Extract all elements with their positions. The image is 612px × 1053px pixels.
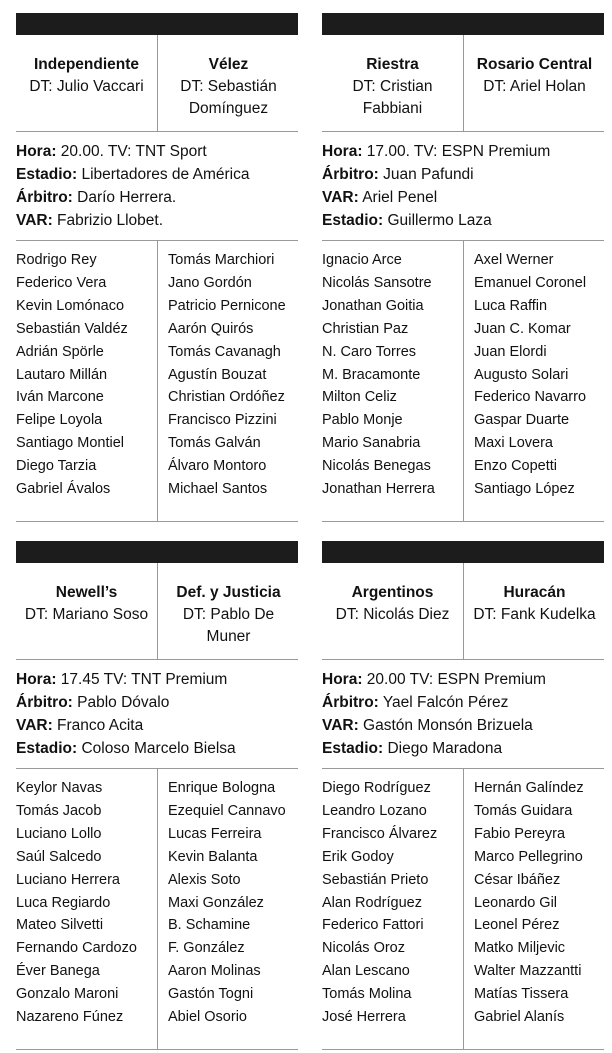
player-name: Santiago Montiel	[16, 435, 125, 452]
match-block	[16, 13, 298, 522]
info-row	[16, 691, 298, 714]
player-name: Gabriel Alanís	[474, 1009, 565, 1026]
info-value: Diego Maradona	[383, 740, 503, 757]
info-row	[322, 209, 604, 232]
info-label: Estadio:	[16, 740, 78, 757]
player-name: Gonzalo Maroni	[16, 986, 119, 1003]
player-name: Fabio Pereyra	[474, 825, 566, 842]
player-name: Nicolás Oroz	[322, 940, 405, 957]
player-name: Walter Mazzantti	[474, 963, 582, 980]
player-name: Santiago López	[474, 481, 575, 498]
match-info	[16, 132, 298, 241]
away-team	[464, 35, 605, 98]
home-coach: DT: Nicolás Diez	[335, 606, 450, 623]
home-team	[322, 563, 463, 626]
player-name: Luca Regiardo	[16, 894, 111, 911]
home-team-name: Argentinos	[351, 584, 434, 601]
player-name: José Herrera	[322, 1009, 406, 1026]
info-row	[322, 737, 604, 760]
info-label: VAR:	[322, 189, 359, 206]
player-name: Jonathan Herrera	[322, 481, 435, 498]
home-team-name: Riestra	[366, 56, 419, 73]
player-name: Michael Santos	[168, 481, 268, 498]
player-name: Maxi Lovera	[474, 435, 553, 452]
info-row	[322, 186, 604, 209]
player-name: Enrique Bologna	[168, 780, 276, 796]
player-name: N. Caro Torres	[322, 343, 417, 360]
player-name: Ezequiel Cannavo	[168, 802, 286, 819]
teams-row	[16, 35, 298, 132]
info-value: Coloso Marcelo Bielsa	[77, 740, 236, 757]
info-row	[16, 186, 298, 209]
player-name: Jano Gordón	[168, 274, 252, 291]
player-name: Diego Tarzia	[16, 458, 97, 475]
player-name: Nicolás Sansotre	[322, 274, 432, 291]
player-name: Aarón Quirós	[168, 320, 254, 337]
player-name: Gaspar Duarte	[474, 412, 570, 429]
info-value: Darío Herrera.	[72, 189, 177, 206]
column-divider	[157, 769, 158, 1049]
player-name: Axel Werner	[474, 252, 554, 268]
home-team	[322, 35, 463, 120]
info-row	[322, 140, 604, 163]
player-name: Keylor Navas	[16, 780, 103, 796]
match-header-bar	[16, 541, 298, 563]
player-name: Fernando Cardozo	[16, 940, 137, 957]
player-name: Lucas Ferreira	[168, 825, 262, 842]
player-name: M. Bracamonte	[322, 366, 421, 383]
info-value: 20.00. TV: TNT Sport	[56, 143, 207, 160]
info-label: VAR:	[322, 717, 359, 734]
player-name: Lautaro Millán	[16, 366, 108, 383]
info-label: VAR:	[16, 717, 53, 734]
home-lineup	[16, 249, 128, 501]
home-team-name: Independiente	[33, 56, 140, 73]
player-name: Álvaro Montoro	[168, 458, 267, 475]
info-row	[16, 737, 298, 760]
home-team	[16, 35, 157, 98]
info-value: Juan Pafundi	[378, 166, 474, 183]
teams-row	[16, 563, 298, 660]
away-lineup	[168, 777, 286, 1029]
player-name: Federico Navarro	[474, 389, 587, 406]
info-label: Hora:	[16, 143, 57, 160]
match-info	[322, 660, 604, 769]
player-name: Milton Celiz	[322, 389, 397, 406]
player-name: Tomás Jacob	[16, 802, 102, 819]
info-row	[322, 163, 604, 186]
player-name: Luciano Herrera	[16, 871, 120, 888]
home-coach: DT: Cristian Fabbiani	[352, 78, 433, 117]
home-lineup	[16, 777, 137, 1029]
player-name: Christian Paz	[322, 320, 409, 337]
away-team-name: Def. y Justicia	[176, 584, 281, 601]
player-name: Erik Godoy	[322, 848, 394, 865]
player-name: Christian Ordóñez	[168, 389, 285, 406]
player-name: Gastón Togni	[168, 986, 254, 1003]
player-name: Patricio Pernicone	[168, 297, 286, 314]
info-label: Estadio:	[322, 740, 384, 757]
player-name: Iván Marcone	[16, 389, 104, 406]
player-name: Sebastián Prieto	[322, 871, 429, 888]
info-value: Yael Falcón Pérez	[378, 694, 509, 711]
player-name: Nazareno Fúnez	[16, 1009, 124, 1026]
player-name: Enzo Copetti	[474, 458, 558, 475]
info-value: 17.00. TV: ESPN Premium	[362, 143, 551, 160]
player-name: Ignacio Arce	[322, 252, 402, 268]
player-name: Francisco Álvarez	[322, 825, 438, 842]
player-name: Matko Miljevic	[474, 940, 566, 957]
away-coach: DT: Pablo De Muner	[182, 606, 275, 645]
player-name: Federico Fattori	[322, 917, 424, 934]
player-name: Gabriel Ávalos	[16, 481, 111, 498]
player-name: Alan Lescano	[322, 963, 410, 980]
match-block	[16, 541, 298, 1050]
match-info	[322, 132, 604, 241]
info-label: Árbitro:	[322, 694, 379, 711]
player-name: Juan C. Komar	[474, 320, 571, 337]
player-name: Luciano Lollo	[16, 825, 102, 842]
player-name: Kevin Balanta	[168, 848, 258, 865]
info-row	[322, 691, 604, 714]
player-name: Emanuel Coronel	[474, 274, 587, 291]
player-name: Tomás Molina	[322, 986, 412, 1003]
player-name: B. Schamine	[168, 917, 251, 934]
column-divider	[463, 241, 464, 521]
player-name: Matías Tissera	[474, 986, 569, 1003]
lineups	[16, 769, 298, 1050]
info-label: Hora:	[322, 671, 363, 688]
info-label: Árbitro:	[16, 189, 73, 206]
teams-row	[322, 35, 604, 132]
home-lineup	[322, 777, 437, 1029]
player-name: Federico Vera	[16, 274, 107, 291]
column-divider	[463, 769, 464, 1049]
info-value: Pablo Dóvalo	[72, 694, 170, 711]
player-name: Tomás Galván	[168, 435, 261, 452]
player-name: César Ibáñez	[474, 871, 561, 888]
player-name: Aaron Molinas	[168, 963, 261, 980]
match-block	[322, 13, 604, 522]
home-team	[16, 563, 157, 626]
teams-row	[322, 563, 604, 660]
player-name: Augusto Solari	[474, 366, 569, 383]
away-coach: DT: Ariel Holan	[483, 78, 586, 95]
away-lineup	[474, 777, 584, 1029]
player-name: Juan Elordi	[474, 343, 547, 360]
player-name: Hernán Galíndez	[474, 780, 584, 796]
info-label: Estadio:	[16, 166, 78, 183]
away-team-name: Rosario Central	[476, 56, 593, 73]
away-team	[158, 563, 299, 648]
info-value: Ariel Penel	[358, 189, 438, 206]
player-name: Diego Rodríguez	[322, 780, 431, 796]
lineups	[322, 769, 604, 1050]
player-name: Nicolás Benegas	[322, 458, 431, 475]
away-team-name: Huracán	[503, 584, 566, 601]
player-name: Agustín Bouzat	[168, 366, 267, 383]
player-name: Alan Rodríguez	[322, 894, 422, 911]
info-row	[16, 714, 298, 737]
player-name: Abiel Osorio	[168, 1009, 247, 1026]
player-name: Alexis Soto	[168, 871, 241, 888]
info-value: Guillermo Laza	[383, 212, 492, 229]
player-name: Jonathan Goitia	[322, 297, 424, 314]
info-value: Franco Acita	[52, 717, 144, 734]
away-coach: DT: Sebastián Domínguez	[180, 78, 277, 117]
match-header-bar	[16, 13, 298, 35]
away-team-name: Vélez	[208, 56, 249, 73]
away-lineup	[168, 249, 286, 501]
player-name: Leandro Lozano	[322, 802, 427, 819]
lineups	[16, 241, 298, 522]
player-name: Leonel Pérez	[474, 917, 560, 934]
player-name: Sebastián Valdéz	[16, 320, 128, 337]
info-label: VAR:	[16, 212, 53, 229]
column-divider	[157, 241, 158, 521]
info-row	[322, 668, 604, 691]
player-name: Maxi González	[168, 894, 264, 911]
info-row	[16, 209, 298, 232]
info-row	[16, 163, 298, 186]
player-name: F. González	[168, 940, 245, 957]
home-team-name: Newell’s	[55, 584, 118, 601]
info-row	[16, 140, 298, 163]
info-label: Hora:	[16, 671, 57, 688]
info-label: Árbitro:	[16, 694, 73, 711]
info-row	[16, 668, 298, 691]
info-value: Fabrizio Llobet.	[52, 212, 164, 229]
player-name: Pablo Monje	[322, 412, 403, 429]
match-info	[16, 660, 298, 769]
info-label: Hora:	[322, 143, 363, 160]
match-header-bar	[322, 541, 604, 563]
home-coach: DT: Julio Vaccari	[29, 78, 144, 95]
match-header-bar	[322, 13, 604, 35]
info-value: Gastón Monsón Brizuela	[358, 717, 533, 734]
player-name: Rodrigo Rey	[16, 252, 97, 268]
player-name: Marco Pellegrino	[474, 848, 583, 865]
lineups	[322, 241, 604, 522]
info-row	[322, 714, 604, 737]
player-name: Francisco Pizzini	[168, 412, 277, 429]
player-name: Felipe Loyola	[16, 412, 103, 429]
player-name: Tomás Marchiori	[168, 252, 275, 268]
away-team	[158, 35, 299, 120]
info-value: 20.00 TV: ESPN Premium	[362, 671, 546, 688]
player-name: Kevin Lomónaco	[16, 297, 125, 314]
player-name: Leonardo Gil	[474, 894, 558, 911]
player-name: Saúl Salcedo	[16, 848, 102, 865]
home-coach: DT: Mariano Soso	[24, 606, 149, 623]
info-value: 17.45 TV: TNT Premium	[56, 671, 228, 688]
player-name: Luca Raffin	[474, 297, 548, 314]
info-label: Estadio:	[322, 212, 384, 229]
player-name: Éver Banega	[16, 963, 100, 980]
player-name: Tomás Guidara	[474, 802, 573, 819]
player-name: Tomás Cavanagh	[168, 343, 281, 360]
info-label: Árbitro:	[322, 166, 379, 183]
match-block	[322, 541, 604, 1050]
player-name: Mateo Silvetti	[16, 917, 104, 934]
info-value: Libertadores de América	[77, 166, 250, 183]
away-coach: DT: Fank Kudelka	[473, 606, 596, 623]
away-team	[464, 563, 605, 626]
player-name: Adrián Spörle	[16, 343, 104, 360]
home-lineup	[322, 249, 435, 501]
player-name: Mario Sanabria	[322, 435, 421, 452]
away-lineup	[474, 249, 586, 501]
